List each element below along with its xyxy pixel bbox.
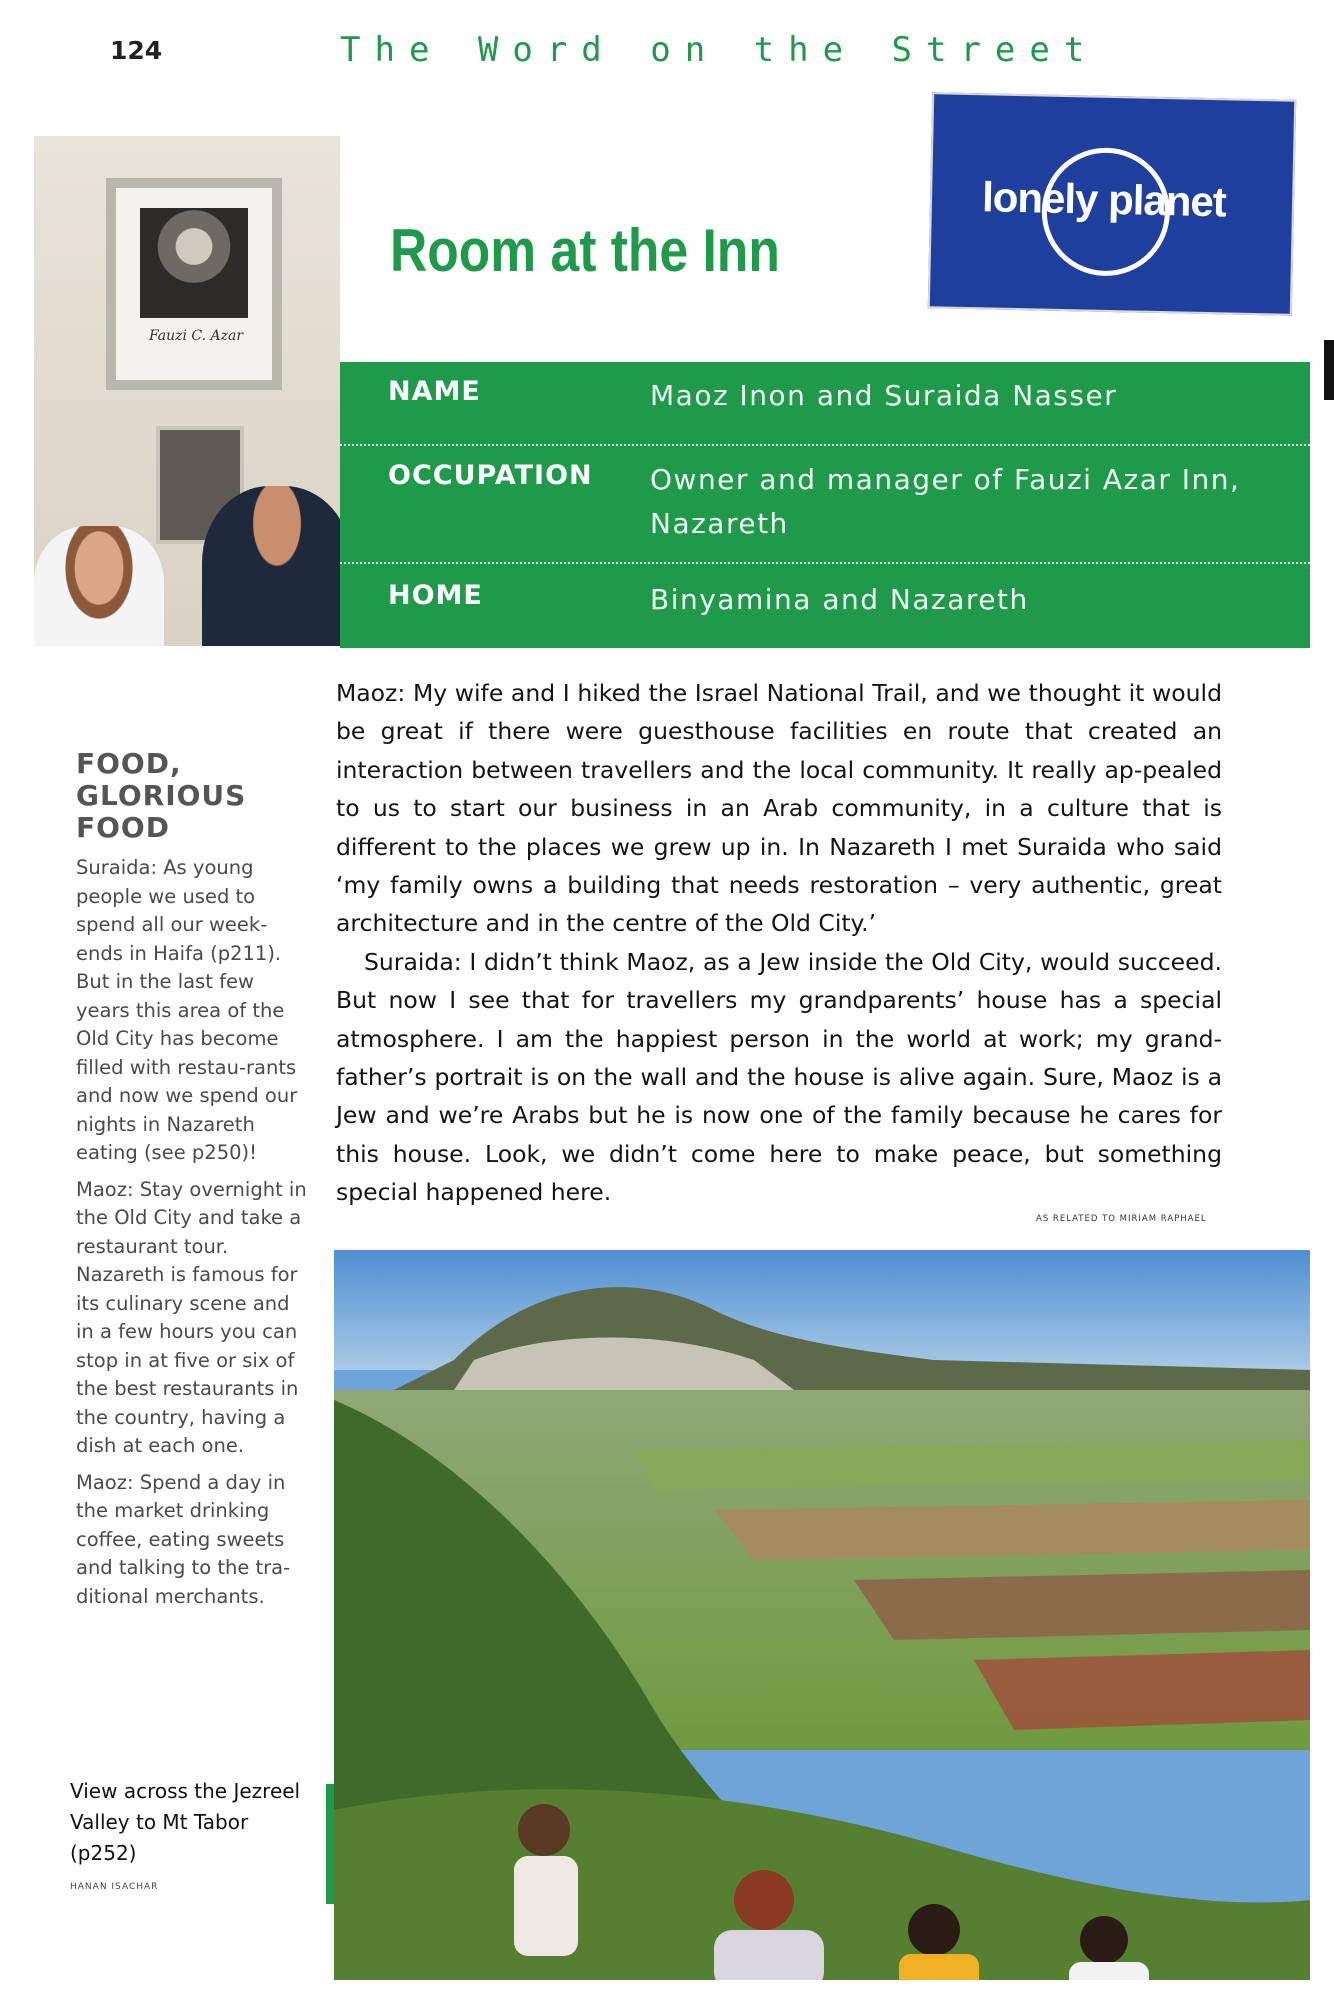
info-row-occupation [340, 446, 1310, 564]
child-figure-body [514, 1856, 578, 1956]
framed-portrait [106, 178, 282, 390]
sidebar-paragraph: Maoz: Stay overnight in the Old City and take a restaurant tour. Nazareth is famous for its culinary scene and in a few hours you can stop in at five or six of the best restaurants in the country, having a dish at each one. [76, 1177, 307, 1457]
body-paragraph: Maoz: My wife and I hiked the Israel National Trail, and we thought it would be great if there were guesthouse facilities en route that created an interaction between travellers and the local community. It really ap-pealed to us to start our business in an Arab community, in a culture that is different to the places we grew up in. In Nazareth I met Suraida who said ‘my family owns a building that needs restoration – very authentic, great architecture and in the centre of the Old City.’ [336, 679, 1222, 938]
photo-credit: HANAN ISACHAR [70, 1882, 159, 1892]
info-row-home [340, 566, 1310, 648]
child-figure-body [1069, 1962, 1149, 1980]
info-label: NAME [388, 376, 481, 407]
info-value: Maoz Inon and Suraida Nasser [650, 379, 1118, 412]
info-value: Binyamina and Nazareth [650, 583, 1029, 616]
portrait-signature: Fauzi C. Azar [148, 328, 244, 344]
sidebar-title [76, 748, 308, 844]
body-paragraph: Suraida: I didn’t think Maoz, as a Jew inside the Old City, would succeed. But now I see that for travellers my grandparents’ house has a special atmosphere. I am the happiest person in the world at work; my grand-father’s portrait is on the wall and the house is alive again. Sure, Maoz is a Jew and we’re Arabs but he is now one of the family because he cares for this house. Look, we didn’t come here to make peace, but something special happened here. [336, 947, 1222, 1207]
caption-accent-bar [326, 1784, 334, 1904]
child-figure [518, 1804, 570, 1856]
portrait-image [140, 208, 248, 318]
woman-figure-body [714, 1930, 824, 1980]
article-body [336, 674, 1222, 1212]
sidebar [76, 748, 308, 1619]
page-number: 124 [110, 36, 163, 65]
logo-text: lonely planet [981, 173, 1227, 226]
woman-figure [34, 526, 164, 646]
sidebar-title-line: FOOD, [76, 747, 182, 780]
running-head: The Word on the Street [340, 30, 1099, 70]
portrait-photo [34, 136, 340, 646]
info-box [340, 362, 1310, 648]
valley-photo [334, 1250, 1310, 1980]
woman-figure [734, 1870, 794, 1930]
child-figure [1080, 1916, 1128, 1964]
page-edge-mark [1324, 340, 1334, 400]
info-row-name [340, 362, 1310, 446]
info-label: OCCUPATION [388, 460, 593, 491]
sidebar-paragraph: Maoz: Spend a day in the market drinking coffee, eating sweets and talking to the tra-ditional merchants. [76, 1470, 291, 1608]
photo-caption: View across the Jezreel Valley to Mt Tabor (p252) [70, 1779, 301, 1865]
field-strip [854, 1570, 1310, 1640]
man-figure [202, 486, 340, 646]
field-strip [714, 1500, 1310, 1560]
sidebar-paragraph: Suraida: As young people we used to spend all our week-ends in Haifa (p211). But in the last few years this area of the Old City has become filled with restau-rants and now we spend our nights in Nazareth eating (see p250)! [76, 856, 298, 1164]
sidebar-title-line: FOOD [76, 811, 170, 844]
child-figure [908, 1904, 960, 1956]
child-figure-body [899, 1954, 979, 1980]
sidebar-title-line: GLORIOUS [76, 779, 247, 812]
valley-illustration [334, 1250, 1310, 1980]
article-title: Room at the Inn [390, 217, 780, 284]
field-strip [974, 1650, 1310, 1730]
article-credit: AS RELATED TO MIRIAM RAPHAEL [1036, 1214, 1207, 1224]
info-label: HOME [388, 580, 483, 611]
info-value: Owner and manager of Fauzi Azar Inn, Nazareth [650, 463, 1241, 540]
lonely-planet-logo [928, 92, 1296, 316]
